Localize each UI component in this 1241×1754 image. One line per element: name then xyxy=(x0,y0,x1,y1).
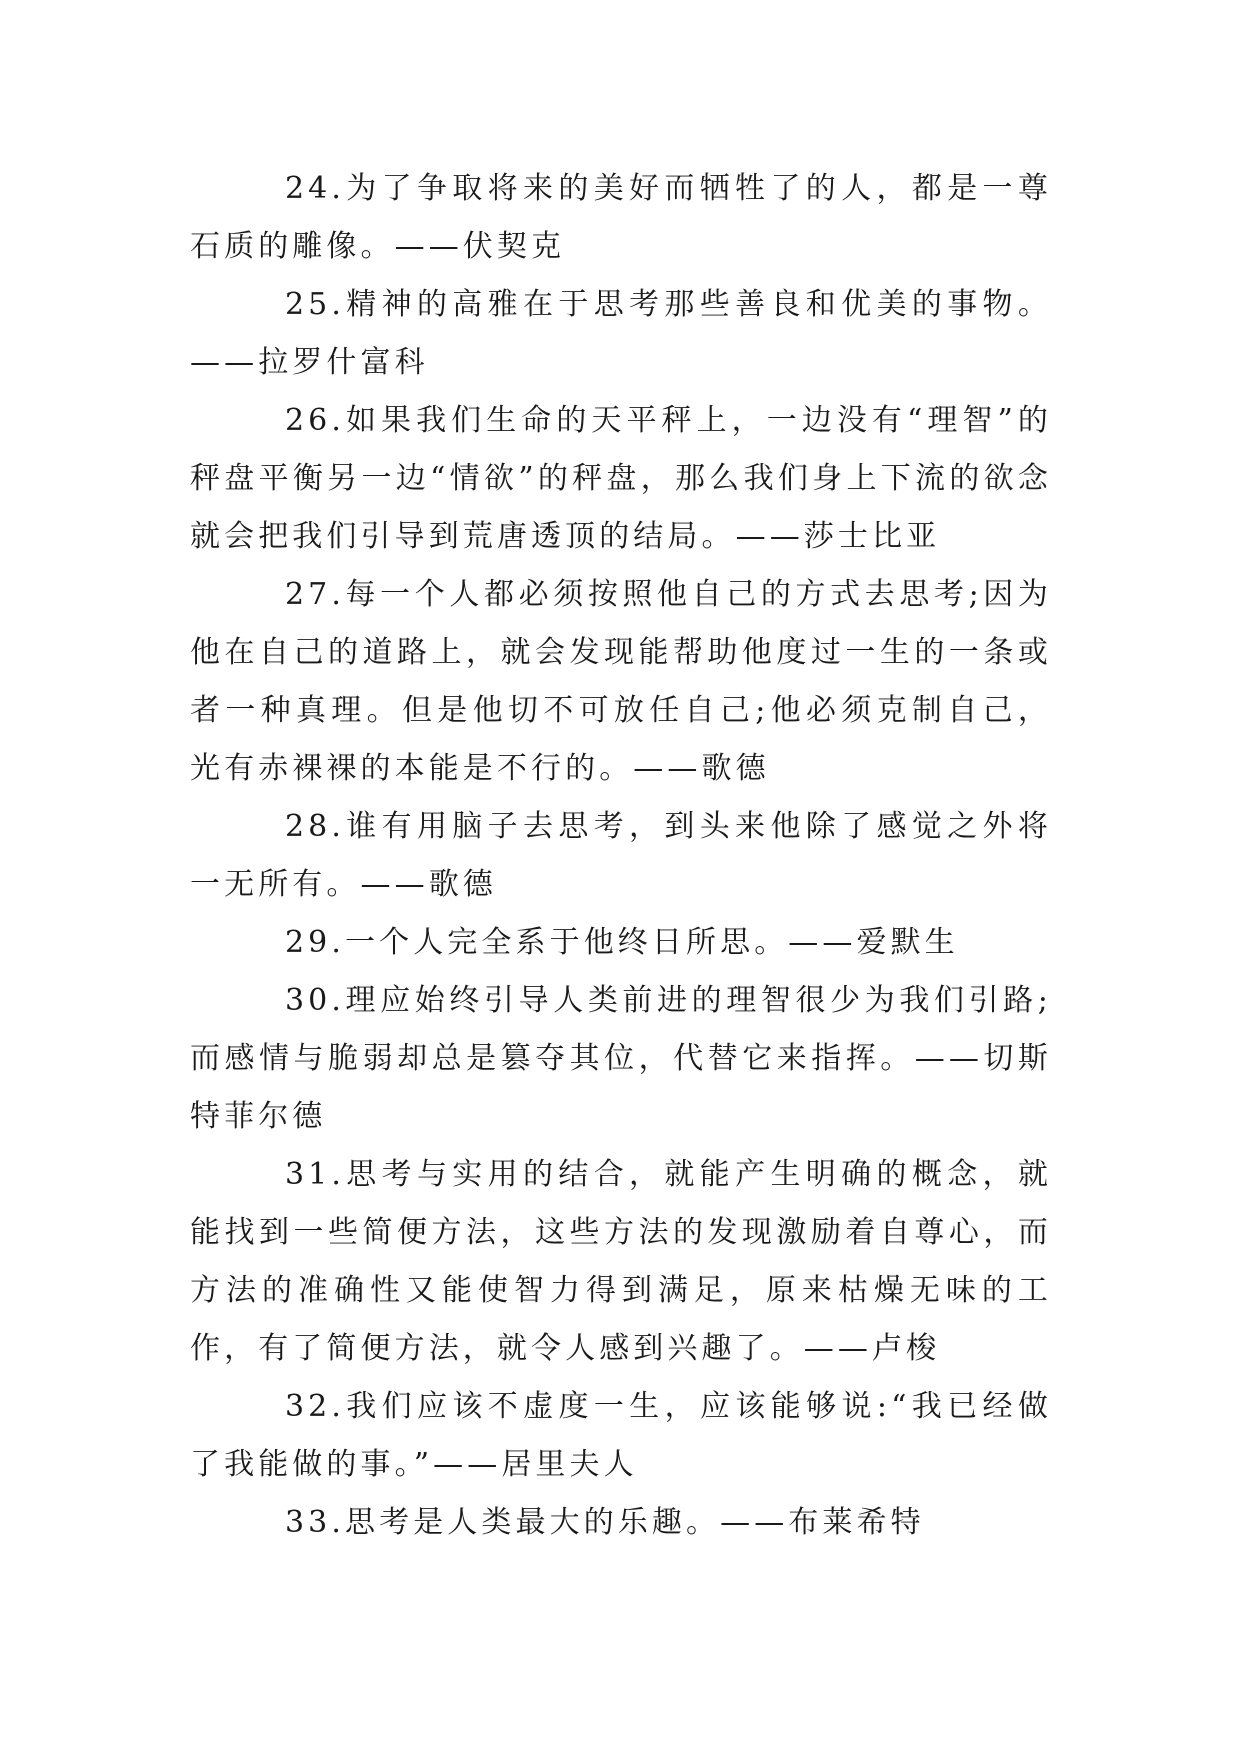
quote-paragraph: 28.谁有用脑子去思考，到头来他除了感觉之外将一无所有。——歌德 xyxy=(190,809,1052,902)
quote-paragraph: 24.为了争取将来的美好而牺牲了的人，都是一尊石质的雕像。——伏契克 xyxy=(190,171,1052,264)
quote-list xyxy=(190,160,1052,1552)
quote-paragraph: 29.一个人完全系于他终日所思。——爱默生 xyxy=(285,925,959,960)
quote-paragraph: 30.理应始终引导人类前进的理智很少为我们引路;而感情与脆弱却总是篡夺其位，代替它来指挥。——切斯特菲尔德 xyxy=(190,983,1052,1134)
quote-paragraph: 33.思考是人类最大的乐趣。——布莱希特 xyxy=(285,1505,925,1540)
quote-paragraph: 25.精神的高雅在于思考那些善良和优美的事物。——拉罗什富科 xyxy=(190,287,1052,380)
quote-paragraph: 31.思考与实用的结合，就能产生明确的概念，就能找到一些简便方法，这些方法的发现激励着自尊心，而方法的准确性又能使智力得到满足，原来枯燥无味的工作，有了简便方法，就令人感到兴趣了。——卢梭 xyxy=(190,1157,1052,1366)
quote-paragraph: 32.我们应该不虚度一生，应该能够说:“我已经做了我能做的事。”——居里夫人 xyxy=(190,1389,1052,1482)
quote-paragraph: 26.如果我们生命的天平秤上，一边没有“理智”的秤盘平衡另一边“情欲”的秤盘，那么我们身上下流的欲念就会把我们引导到荒唐透顶的结局。——莎士比亚 xyxy=(190,403,1052,554)
quote-paragraph: 27.每一个人都必须按照他自己的方式去思考;因为他在自己的道路上，就会发现能帮助他度过一生的一条或者一种真理。但是他切不可放任自己;他必须克制自己，光有赤裸裸的本能是不行的。——歌德 xyxy=(190,577,1052,786)
